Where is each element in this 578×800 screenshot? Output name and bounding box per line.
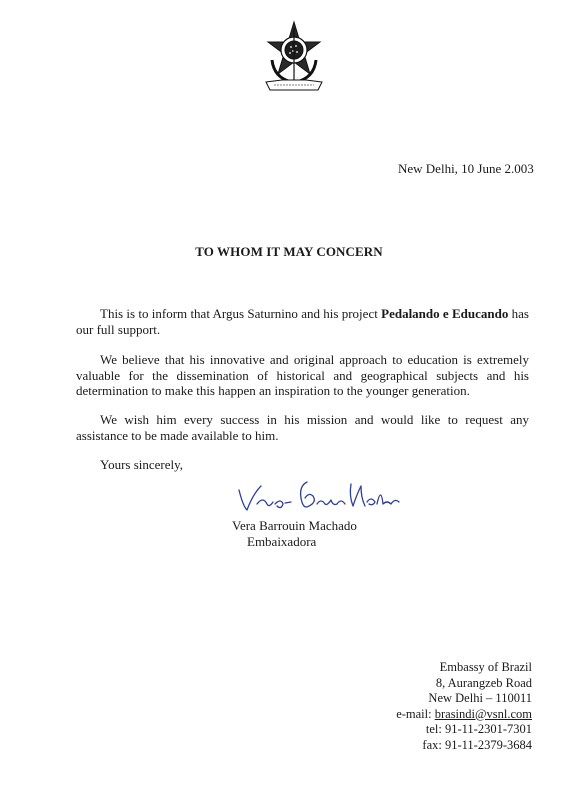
address-street: 8, Aurangzeb Road — [435, 675, 532, 690]
email-link[interactable]: brasindi@vsnl.com — [434, 706, 532, 721]
email-label: e-mail: — [396, 706, 435, 721]
signer-title: Embaixadora — [247, 534, 317, 549]
paragraph-1-text: This is to inform that Argus Saturnino and his project — [100, 306, 382, 321]
letter-heading: TO WHOM IT MAY CONCERN — [195, 244, 383, 259]
signer-name: Vera Barrouin Machado — [232, 518, 357, 533]
signer-block — [232, 518, 357, 550]
paragraph-1 — [76, 306, 529, 337]
handwritten-signature — [233, 476, 403, 518]
closing-line: Yours sincerely, — [100, 457, 184, 472]
paragraph-3: We wish him every success in his mission and would like to request any assistance to be made available to him. — [76, 412, 529, 443]
address-org: Embassy of Brazil — [439, 660, 532, 674]
project-name: Pedalando e Educando — [381, 306, 509, 321]
paragraph-2: We believe that his innovative and original approach to education is extremely valuable for the dissemination of historical and geographical subjects and his determination to make this happen an inspiration to the younger generation. — [76, 352, 529, 398]
address-fax: fax: 91-11-2379-3684 — [422, 737, 532, 752]
coat-of-arms-icon — [262, 20, 326, 94]
paragraph-1-end: has our full support. — [76, 306, 529, 337]
embassy-address — [396, 660, 532, 753]
address-city: New Delhi – 110011 — [428, 691, 532, 705]
address-tel: tel: 91-11-2301-7301 — [425, 722, 532, 736]
date-line: New Delhi, 10 June 2.003 — [398, 161, 534, 176]
address-email-row — [396, 707, 532, 723]
